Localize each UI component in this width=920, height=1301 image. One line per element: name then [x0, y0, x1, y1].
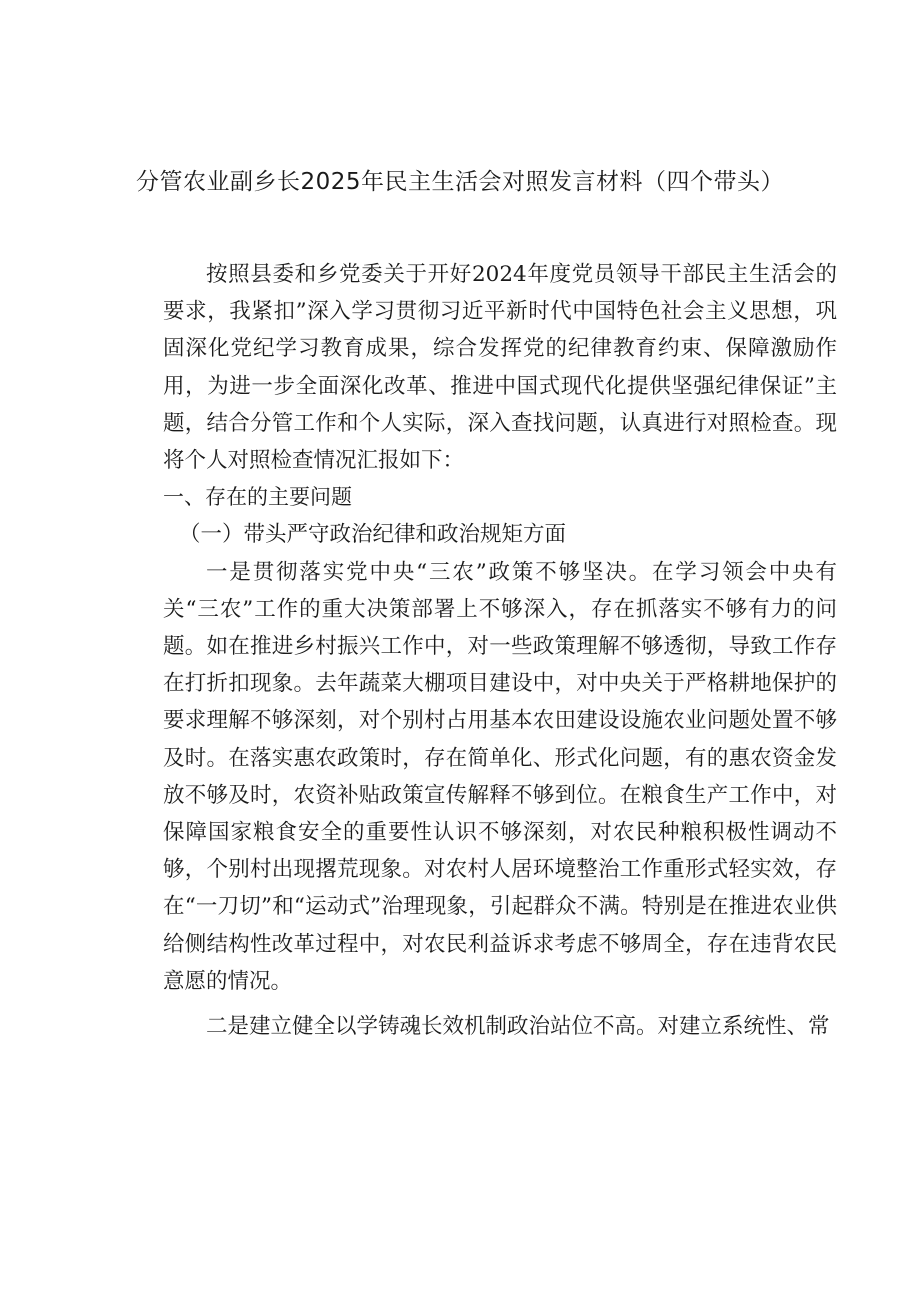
- subsection-heading: （一）带头严守政治纪律和政治规矩方面: [179, 522, 567, 548]
- document-title: 分管农业副乡长2025年民主生活会对照发言材料（四个带头）: [135, 169, 785, 195]
- point-one-paragraph: 一是贯彻落实党中央“三农”政策不够坚决。在学习领会中央有关“三农”工作的重大决策部署上不够深入，存在抓落实不够有力的问题。如在推进乡村振兴工作中，对一些政策理解不够透彻，导致工作存在打折扣现象。去年蔬菜大棚项目建设中，对中央关于严格耕地保护的要求理解不够深刻，对个别村占用基本农田建设设施农业问题处置不够及时。在落实惠农政策时，存在简单化、形式化问题，有的惠农资金发放不够及时，农资补贴政策宣传解释不够到位。在粮食生产工作中，对保障国家粮食安全的重要性认识不够深刻，对农民种粮积极性调动不够，个别村出现撂荒现象。对农村人居环境整治工作重形式轻实效，存在“一刀切”和“运动式”治理现象，引起群众不满。特别是在推进农业供给侧结构性改革过程中，对农民利益诉求考虑不够周全，存在违背农民意愿的情况。: [163, 559, 837, 994]
- document-body: [163, 256, 837, 1045]
- section-heading: 一、存在的主要问题: [163, 485, 352, 510]
- intro-paragraph: 按照县委和乡党委关于开好2024年度党员领导干部民主生活会的要求，我紧扣”深入学习贯彻习近平新时代中国特色社会主义思想，巩固深化党纪学习教育成果，综合发挥党的纪律教育约束、保障激励作用，为进一步全面深化改革、推进中国式现代化提供坚强纪律保证”主题，结合分管工作和个人实际，深入查找问题，认真进行对照检查。现将个人对照检查情况汇报如下：: [163, 262, 837, 474]
- point-two-paragraph: 二是建立健全以学铸魂长效机制政治站位不高。对建立系统性、常: [206, 1014, 830, 1040]
